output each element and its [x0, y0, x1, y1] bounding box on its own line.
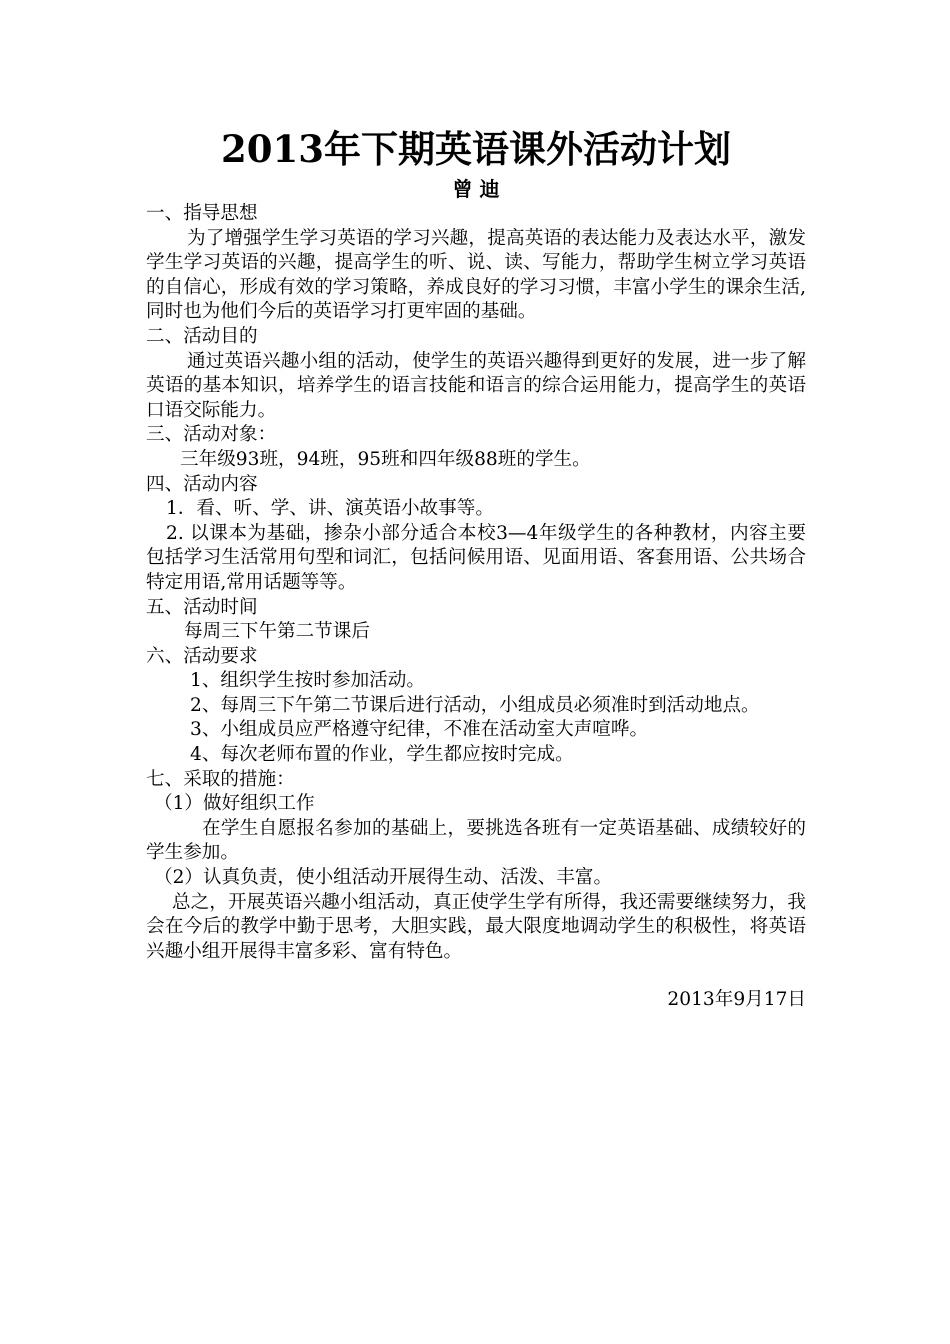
- paragraph-conclusion: 总之，开展英语兴趣小组活动，真正使学生学有所得，我还需要继续努力，我会在今后的教学中勤于思考，大胆实践，最大限度地调动学生的积极性，将英语兴趣小组开展得丰富多彩、富有特色。: [146, 891, 806, 962]
- content-item-2: 2. 以课本为基础，掺杂小部分适合本校3—4年级学生的各种教材，内容主要包括学习生活常用句型和词汇，包括问候用语、见面用语、客套用语、公共场合特定用语,常用话题等等。: [146, 522, 806, 593]
- measure-subheading-1: （1）做好组织工作: [154, 793, 315, 815]
- content-item-1: 1．看、听、学、讲、演英语小故事等。: [166, 498, 494, 520]
- paragraph-guiding-idea: 为了增强学生学习英语的学习兴趣，提高英语的表达能力及表达水平，激发学生学习英语的兴趣，提高学生的听、说、读、写能力，帮助学生树立学习英语的自信心，形成有效的学习策略，养成良好的学习习惯，丰富小学生的课余生活,同时也为他们今后的英语学习打更牢固的基础。: [146, 227, 806, 323]
- requirement-item-3: 3、小组成员应严格遵守纪律，不准在活动室大声喧哗。: [190, 719, 649, 741]
- section-heading-measures: 七、采取的措施：: [146, 768, 295, 790]
- section-heading-time: 五、活动时间: [146, 596, 258, 618]
- paragraph-time: 每周三下午第二节课后: [184, 621, 370, 643]
- section-heading-purpose: 二、活动目的: [146, 325, 258, 347]
- requirement-item-2: 2、每周三下午第二节课后进行活动，小组成员必须准时到活动地点。: [190, 694, 760, 716]
- section-heading-requirements: 六、活动要求: [146, 645, 258, 667]
- requirement-item-4: 4、每次老师布置的作业，学生都应按时完成。: [190, 744, 574, 766]
- paragraph-participants: 三年级93班，94班，95班和四年级88班的学生。: [180, 448, 591, 470]
- section-heading-participants: 三、活动对象：: [146, 424, 277, 446]
- measure-subheading-2: （2）认真负责，使小组活动开展得生动、活泼、丰富。: [154, 867, 613, 889]
- document-date: 2013年9月17日: [667, 989, 806, 1011]
- section-heading-content: 四、活动内容: [146, 473, 258, 495]
- document-title: 2013年下期英语课外活动计划: [221, 127, 731, 171]
- section-heading-guiding-idea: 一、指导思想: [146, 203, 258, 224]
- requirement-item-1: 1、组织学生按时参加活动。: [190, 670, 425, 692]
- paragraph-purpose: 通过英语兴趣小组的活动，使学生的英语兴趣得到更好的发展，进一步了解英语的基本知识，培养学生的语言技能和语言的综合运用能力，提高学生的英语口语交际能力。: [146, 350, 806, 421]
- measure-paragraph-1: 在学生自愿报名参加的基础上，要挑选各班有一定英语基础、成绩较好的学生参加。: [146, 817, 806, 864]
- document-author: 曾 迪: [452, 177, 500, 201]
- document-page: [146, 122, 806, 1032]
